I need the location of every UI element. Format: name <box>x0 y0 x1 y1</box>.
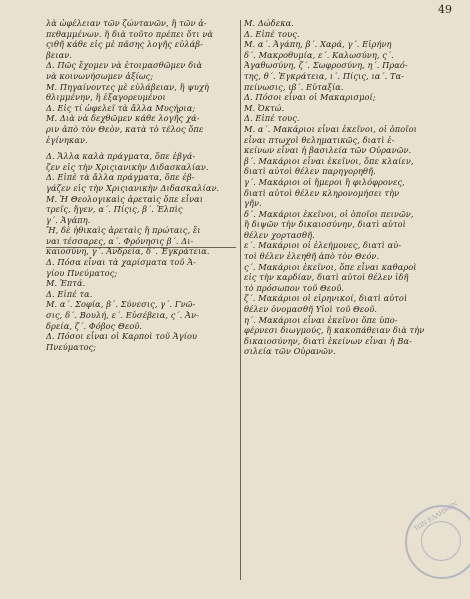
left-column-line: Μ. Πηγαίνοντες μὲ εὐλάβειαν, ἢ ψυχὴ <box>46 81 209 92</box>
left-column-line: ἐγίνηκαν. <box>46 134 88 145</box>
left-column-line: Δ. Πόσα εἶναι τὰ χαρίσματα τοῦ Ἁ- <box>46 257 197 268</box>
right-column-line: β΄. Μακάριοι εἶναι ἐκεῖνοι, ὅπε κλαίεν, <box>244 155 414 166</box>
right-column-line: ζ΄. Μακάριοι οἱ εἰρηνικοί, διατὶ αὐτοὶ <box>244 293 408 304</box>
right-column-line: Μ. α΄. Ἀγάπη, β΄. Χαρά, γ΄. Εἰρήνη <box>244 39 392 50</box>
left-column-line: λὰ ὠφέλειαν τῶν ζώντανῶν, ἢ τῶν ἀ- <box>46 18 207 28</box>
left-column-line: νὰ κοινωνήσωμεν ἀξίως; <box>46 70 154 81</box>
left-column-line: καιοσύνη, γ΄. Ἀνδρεία, δ΄. Ἐγκράτεια. <box>46 246 210 257</box>
library-stamp <box>405 500 470 579</box>
right-column-line: δικαιοσύνην, διατὶ ἐκείνων εἶναι ἡ Βα- <box>244 335 412 346</box>
right-column-line: δ΄. Μακροθυμία, ε΄. Καλωσύνη, ς΄. <box>244 49 394 60</box>
left-column-line: Δ. Εἰς τί ὠφελεῖ τὰ ἄλλα Μυςήρια; <box>46 102 196 113</box>
column-divider <box>240 20 241 580</box>
right-column-line: διατὶ αὐτοὶ θέλεν κληρονομήσει τὴν <box>244 187 400 198</box>
right-column-line: θέλεν χορτασθῆ. <box>244 229 315 240</box>
right-column-line: ἢ διψῶν τὴν δικαιοσύνην, διατὶ αὐτοὶ <box>244 219 406 230</box>
right-column-line: Δ. Πόσοι εἶναι οἱ Μακαρισμοί; <box>244 92 376 103</box>
right-column-line: Δ. Εἰπέ τους. <box>244 113 300 124</box>
left-column-line: Μ. α΄. Σοφία, β΄. Σύνεσις, γ΄. Γνῶ- <box>46 299 196 310</box>
right-column-line: εἰς τὴν καρδίαν, διατὶ αὐτοὶ θέλεν ἰδῆ <box>244 272 409 283</box>
left-column-line: γάζεν εἰς τὴν Χριςιανικὴν Διδασκαλίαν. <box>46 182 220 193</box>
right-column-line: ς΄. Μακάριοι ἐκεῖνοι, ὅπε εἶναι καθαροὶ <box>244 261 417 272</box>
left-column-line: δρεία, ζ΄. Φόβος Θεοῦ. <box>46 320 143 331</box>
left-column-line: γίου Πνεύματος; <box>46 267 118 278</box>
left-column-line: πεθαμμένων. ἢ διὰ τοῦτο πρέπει ὅτι νὰ <box>46 28 214 39</box>
right-column-line: της, θ΄. Ἐγκράτεια, ι΄. Πίςις, ια΄. Τα- <box>244 70 405 81</box>
right-column-line: πείνωσις, ιβ΄. Εὐταξία. <box>244 81 344 92</box>
left-column-line: Μ. Διὰ νὰ δεχθῶμεν κάθε λογῆς χά- <box>46 113 200 124</box>
stamp-inner-ring <box>421 521 461 561</box>
left-column-line: ςιθῆ κάθε εἰς μὲ πᾶσης λογῆς εὐλάβ- <box>46 39 203 50</box>
right-column-line: Ἀγαθωσύνη, ζ΄. Σωφροσύνη, η΄. Πραό- <box>244 60 408 71</box>
left-column-line: ζεν εἰς τὴν Χριςιανικὴν Διδασκαλίαν. <box>46 161 209 172</box>
left-column-line: Δ. Πῶς ἔχομεν νὰ ἑτοιμασθῶμεν διὰ <box>46 60 203 71</box>
right-column-line: γῆν. <box>244 198 262 209</box>
left-column-line: Δ. Πόσοι εἶναι οἱ Καρποὶ τοῦ Ἁγίου <box>46 331 198 342</box>
right-column-line: Μ. Ὀκτώ. <box>244 102 285 113</box>
right-column-line: Μ. α΄. Μακάριοι εἶναι ἐκεῖνοι, οἱ ὁποῖοι <box>244 123 417 134</box>
left-column-line: Ἤ, δὲ ἠθικαὶς ἀρεταὶς ἢ πρώταις, ἔι <box>46 225 201 236</box>
left-column-line: Δ. Εἰπὲ τὰ ἄλλα πράγματα, ὅπε ἐβ- <box>46 172 195 183</box>
right-column-line: σιλεία τῶν Οὐρανῶν. <box>244 346 336 357</box>
right-column-line: διατὶ αὐτοὶ θέλεν παρηγορηθῆ. <box>244 166 376 177</box>
right-column-line: κείνων εἶναι ἡ βασιλεία τῶν Οὐρανῶν. <box>244 145 412 156</box>
stamp-text: ΤΩΝ ΕΛΛΗΝΩΝ <box>412 500 459 533</box>
left-column-line: Δ. Εἰπέ τα. <box>46 288 93 299</box>
left-column-line: σις, δ΄. Βουλή, ε΄. Εὐσέβεια, ς΄. Ἀν- <box>46 310 199 321</box>
left-column-line: βειαν. <box>46 49 73 60</box>
right-column-line: θέλεν ὀνομασθῆ Υἱοὶ τοῦ Θεοῦ. <box>244 304 378 315</box>
right-column-line: εἶναι πτωχοὶ θεληματικῶς, διατὶ ἐ- <box>244 134 395 145</box>
left-column-line: ριν ἀπὸ τὸν Θεὸν, κατὰ τὸ τέλος ὅπε <box>46 123 204 134</box>
left-column-line: ναι τέσσαρες, α΄. Φρόνησις β΄. Δι- <box>46 235 194 246</box>
left-column-line: γ΄. Ἀγάπη. <box>46 214 91 225</box>
right-column-line: Δ. Εἰπέ τους. <box>244 28 300 39</box>
right-column-line: ε΄. Μακάριοι οἱ ἐλεήμονες, διατὶ αὐ- <box>244 240 402 251</box>
left-column-line: Μ. Ἡ Θεολογικαὶς ἀρεταὶς ὅπε εἶναι <box>46 193 204 204</box>
page-number: 49 <box>438 3 452 16</box>
left-column-line: τρεῖς, ἤγεν, α΄. Πίςις, β΄. Ἐλπὶς <box>46 204 183 215</box>
right-column-line: τοὶ θέλεν ἐλεηθῆ ἀπὸ τὸν Θεόν. <box>244 251 380 262</box>
left-column-line: Μ. Ἑπτά. <box>46 278 86 289</box>
right-column-line: η΄. Μακάριοι εἶναι ἐκεῖνοι ὅπε ὑπο- <box>244 314 398 325</box>
left-column <box>46 18 236 352</box>
right-column-line: τὸ πρόσωπον τοῦ Θεοῦ. <box>244 282 345 293</box>
right-column-line: Μ. Δώδεκα. <box>244 18 295 28</box>
right-column-line: φέρνεσι διωγμούς, ἢ κακοπάθειαν διὰ τὴν <box>244 325 425 336</box>
left-column-line: θλιμμένην, ἢ ἐξαγορευμένοι <box>46 92 166 103</box>
left-column-line: Δ. Ἄλλα καλὰ πράγματα, ὅπε ἐβγά- <box>46 151 196 162</box>
right-column <box>244 18 440 357</box>
left-column-line: Πνεύματος; <box>46 341 97 352</box>
right-column-line: δ΄. Μακάριοι ἐκεῖνοι, οἱ ὁποῖοι πεινῶν, <box>244 208 414 219</box>
right-column-line: γ΄. Μακάριοι οἱ ἥμεροι ἢ φιλόφρονες, <box>244 176 405 187</box>
